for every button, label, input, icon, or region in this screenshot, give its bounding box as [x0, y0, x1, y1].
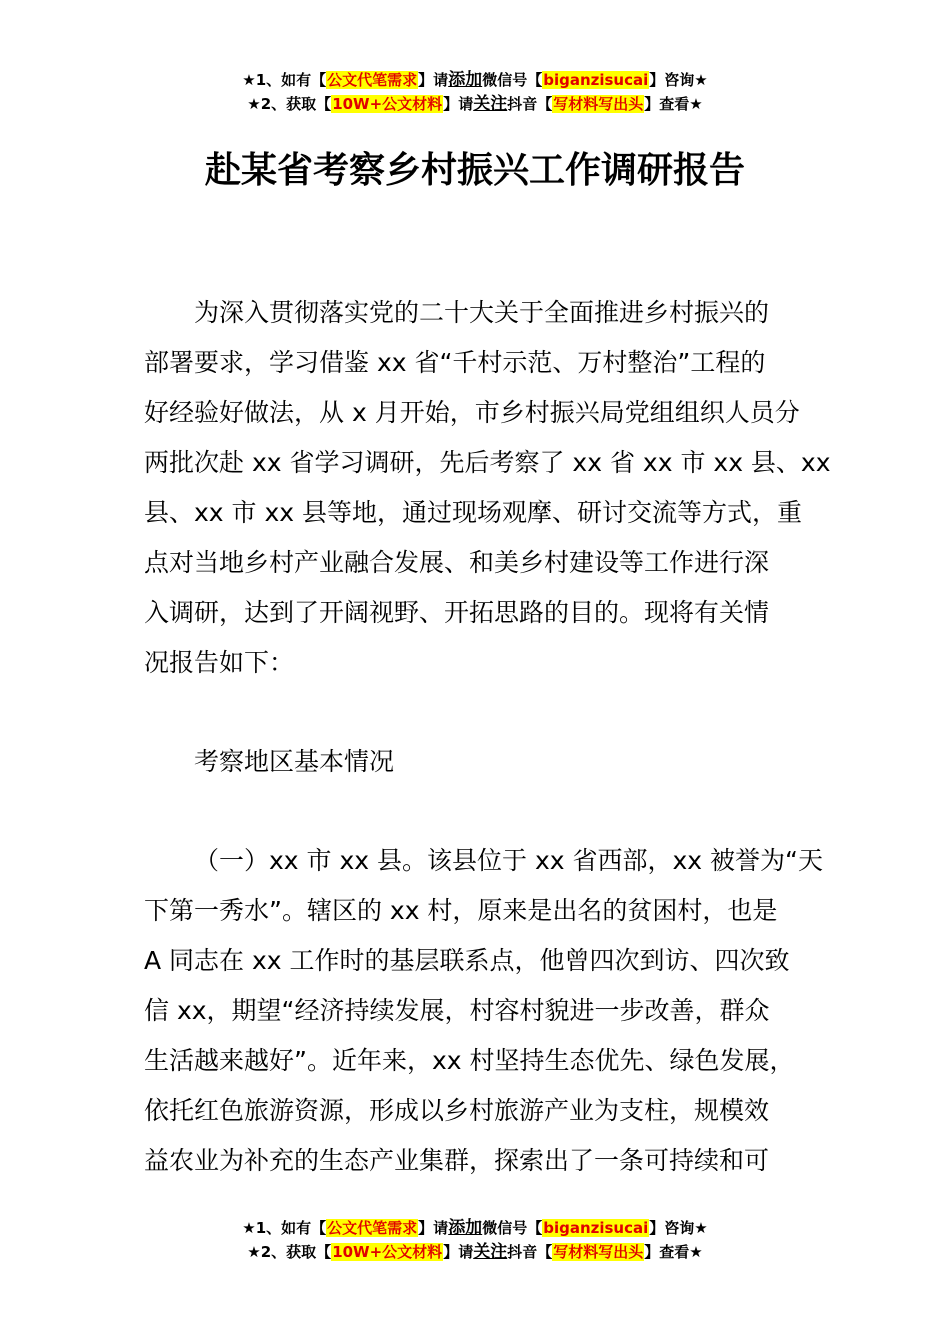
banner-line-2 [0, 92, 950, 116]
banner-text: 】请 [443, 95, 474, 113]
banner-highlight-douyin-id: 写材料写出头 [553, 95, 644, 113]
banner-text: ★1、如有【 [242, 71, 327, 89]
banner-highlight-douyin-id: 写材料写出头 [553, 1243, 644, 1261]
banner-highlight-service: 公文代笔需求 [327, 71, 418, 89]
text-line: 部署要求，学习借鉴 xx 省“千村示范、万村整治”工程的 [144, 348, 766, 377]
banner-text: ★1、如有【 [242, 1219, 327, 1237]
text-line: 益农业为补充的生态产业集群，探索出了一条可持续和可 [144, 1146, 770, 1175]
text-line: 依托红色旅游资源，形成以乡村旅游产业为支柱，规模效 [144, 1096, 770, 1125]
header-banner [0, 68, 950, 116]
text-line: 况报告如下： [144, 648, 295, 677]
banner-line-1 [0, 1216, 950, 1240]
banner-emphasis: 添加 [448, 1218, 483, 1238]
text-line: 点对当地乡村产业融合发展、和美乡村建设等工作进行深 [144, 548, 770, 577]
banner-text: ★2、获取【 [247, 1243, 332, 1261]
banner-line-2 [0, 1240, 950, 1264]
banner-text: 微信号【 [482, 71, 543, 89]
paragraph-intro [144, 288, 834, 688]
banner-line-1 [0, 68, 950, 92]
banner-emphasis: 关注 [473, 1242, 508, 1262]
paragraph-county-1 [144, 836, 834, 1186]
text-line: A 同志在 xx 工作时的基层联系点，他曾四次到访、四次致 [144, 946, 790, 975]
banner-text: 】咨询★ [649, 1219, 708, 1237]
banner-highlight-wechat-id: biganzisucai [543, 1219, 649, 1237]
banner-text: 】请 [418, 71, 449, 89]
banner-text: ★2、获取【 [247, 95, 332, 113]
banner-text: 抖音【 [507, 95, 553, 113]
footer-banner [0, 1216, 950, 1264]
text-line: 生活越来越好”。近年来，xx 村坚持生态优先、绿色发展， [144, 1046, 795, 1075]
banner-text: 抖音【 [507, 1243, 553, 1261]
text-line: 信 xx，期望“经济持续发展，村容村貌进一步改善，群众 [144, 996, 770, 1025]
section-heading [144, 737, 834, 787]
text-line: （一）xx 市 xx 县。该县位于 xx 省西部，xx 被誉为“天 [194, 846, 823, 875]
banner-text: 】查看★ [644, 1243, 703, 1261]
banner-text: 】查看★ [644, 95, 703, 113]
banner-highlight-wechat-id: biganzisucai [543, 71, 649, 89]
banner-emphasis: 添加 [448, 70, 483, 90]
banner-highlight-materials: 10W+公文材料 [332, 1243, 443, 1261]
banner-text: 】请 [418, 1219, 449, 1237]
section-heading-text: 考察地区基本情况 [194, 747, 395, 776]
banner-text: 】请 [443, 1243, 474, 1261]
text-line: 两批次赴 xx 省学习调研，先后考察了 xx 省 xx 市 xx 县、xx [144, 448, 831, 477]
banner-text: 微信号【 [482, 1219, 543, 1237]
banner-highlight-service: 公文代笔需求 [327, 1219, 418, 1237]
banner-text: 】咨询★ [649, 71, 708, 89]
banner-emphasis: 关注 [473, 94, 508, 114]
text-line: 县、xx 市 xx 县等地，通过现场观摩、研讨交流等方式，重 [144, 498, 803, 527]
banner-highlight-materials: 10W+公文材料 [332, 95, 443, 113]
text-line: 入调研，达到了开阔视野、开拓思路的目的。现将有关情 [144, 598, 770, 627]
text-line: 好经验好做法，从 x 月开始，市乡村振兴局党组组织人员分 [144, 398, 800, 427]
text-line: 为深入贯彻落实党的二十大关于全面推进乡村振兴的 [194, 298, 770, 327]
text-line: 下第一秀水”。辖区的 xx 村，原来是出名的贫困村，也是 [144, 896, 778, 925]
document-title: 赴某省考察乡村振兴工作调研报告 [204, 150, 745, 191]
